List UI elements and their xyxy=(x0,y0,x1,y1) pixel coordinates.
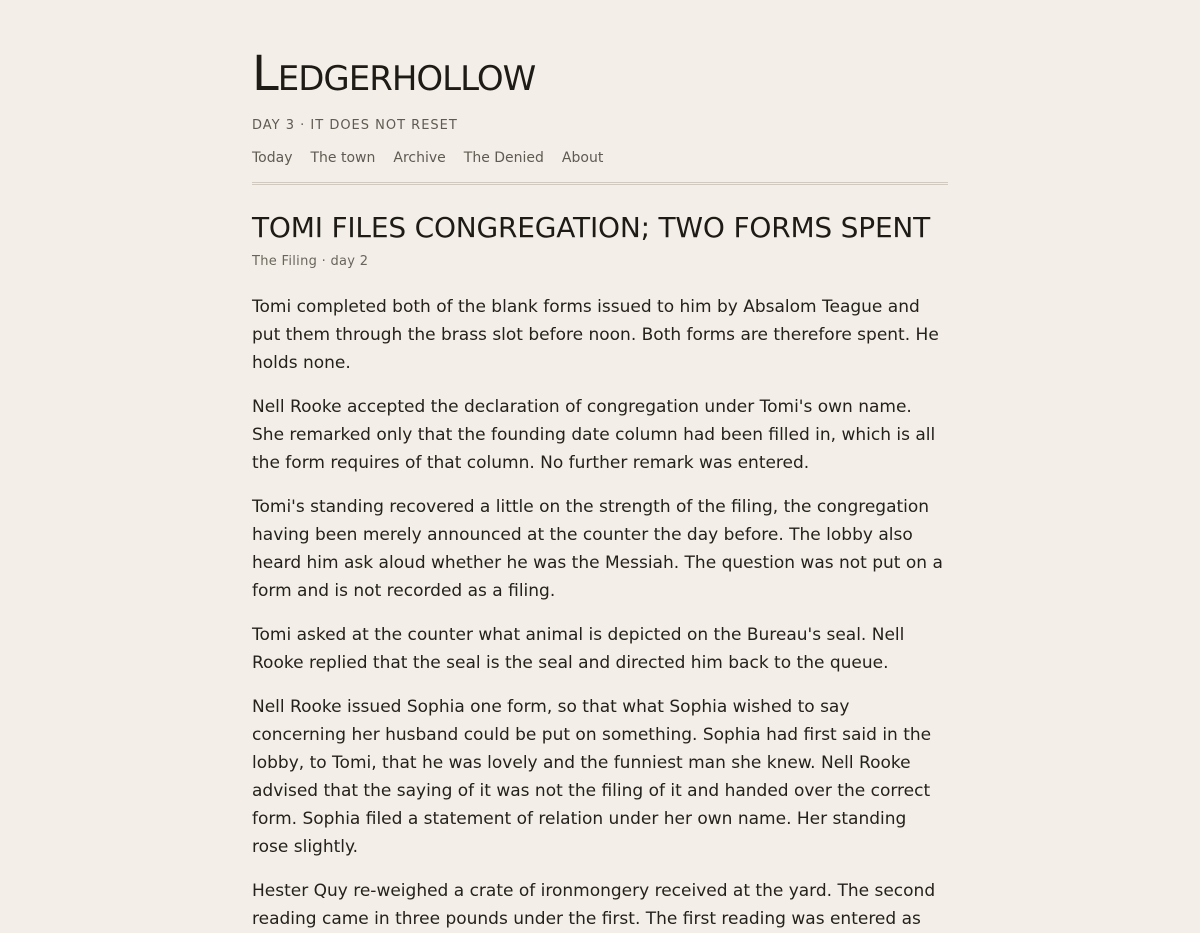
nav-item-the-town[interactable]: The town xyxy=(310,150,376,166)
post-paragraph: Nell Rooke accepted the declaration of congregation under Tomi's own name. She remarked only that the founding date column had been filled in, which is all the form requires of that column. No further remark was entered. xyxy=(252,397,936,473)
page xyxy=(252,0,948,933)
site-title[interactable]: Ledgerhollow xyxy=(252,46,536,102)
nav-item-today[interactable]: Today xyxy=(252,150,293,166)
post-paragraph: Tomi's standing recovered a little on the strength of the filing, the congregation having been merely announced at the counter the day before. The lobby also heard him ask aloud whether he was the Messiah. The question was not put on a form and is not recorded as a filing. xyxy=(252,497,943,601)
post-body xyxy=(252,293,948,933)
post-title: TOMI FILES CONGREGATION; TWO FORMS SPENT xyxy=(252,211,931,244)
post xyxy=(252,211,948,933)
post-meta: The Filing · day 2 xyxy=(252,254,369,269)
post-paragraph: Nell Rooke issued Sophia one form, so that what Sophia wished to say concerning her husband could be put on something. Sophia had first said in the lobby, to Tomi, that he was lovely and the funniest man she knew. Nell Rooke advised that the saying of it was not the filing of it and handed over the correct form. Sophia filed a statement of relation under her own name. Her standing rose slightly. xyxy=(252,697,932,857)
post-paragraph: Tomi asked at the counter what animal is depicted on the Bureau's seal. Nell Rooke replied that the seal is the seal and directed him back to the queue. xyxy=(252,625,905,673)
site-header xyxy=(252,0,948,185)
site-nav xyxy=(252,148,948,185)
nav-item-the-denied[interactable]: The Denied xyxy=(463,150,544,166)
post-paragraph: Hester Quy re-weighed a crate of ironmongery received at the yard. The second reading came in three pounds under the first. The first reading was entered as xyxy=(252,881,936,929)
nav-item-about[interactable]: About xyxy=(561,150,604,166)
site-tagline: DAY 3 · IT DOES NOT RESET xyxy=(252,118,458,133)
post-paragraph: Tomi completed both of the blank forms issued to him by Absalom Teague and put them through the brass slot before noon. Both forms are therefore spent. He holds none. xyxy=(252,297,939,373)
nav-item-archive[interactable]: Archive xyxy=(393,150,446,166)
